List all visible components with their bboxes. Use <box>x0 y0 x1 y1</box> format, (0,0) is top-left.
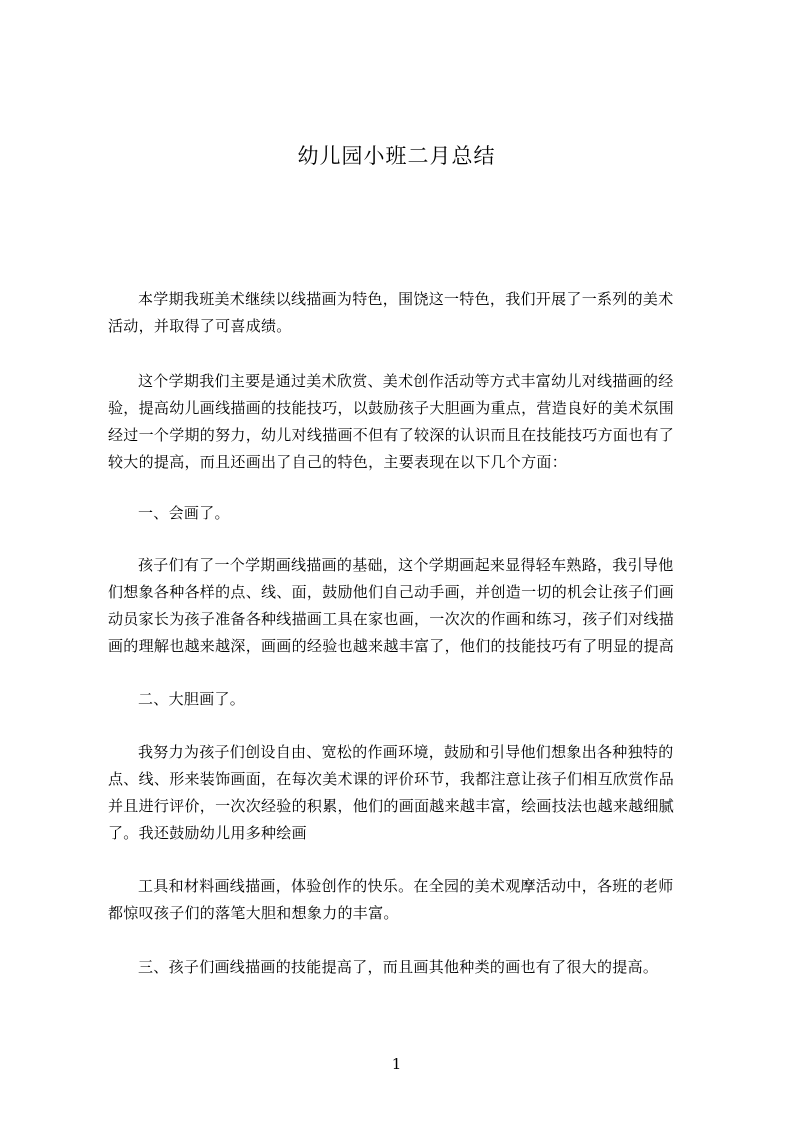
text-line: 动员家长为孩子准备各种线描画工具在家也画，一次次的作画和练习，孩子们对线描 <box>108 610 675 628</box>
text-line: 较大的提高，而且还画出了自己的特色，主要表现在以下几个方面： <box>108 453 568 471</box>
paragraph-overview <box>108 368 703 476</box>
text-line: 并且进行评价，一次次经验的积累，他们的画面越来越丰富，绘画技法也越来越细腻 <box>108 797 675 815</box>
text-line: 画的理解也越来越深，画画的经验也越来越丰富了，他们的技能技巧有了明显的提高 <box>108 637 675 655</box>
text-line: 点、线、形来装饰画面，在每次美术课的评价环节，我都注意让孩子们相互欣赏作品 <box>108 770 675 788</box>
text-line: 这个学期我们主要是通过美术欣赏、美术创作活动等方式丰富幼儿对线描画的经 <box>138 372 674 390</box>
section-heading-2 <box>108 686 703 713</box>
section-heading-3 <box>108 954 703 981</box>
text-line: 三、孩子们画线描画的技能提高了，而且画其他种类的画也有了很大的提高。 <box>138 958 659 976</box>
text-line: 了。我还鼓励幼儿用多种绘画 <box>108 824 307 842</box>
text-line: 孩子们有了一个学期画线描画的基础，这个学期画起来显得轻车熟路，我引导他 <box>138 556 674 574</box>
text-line: 经过一个学期的努力，幼儿对线描画不但有了较深的认识而且在技能技巧方面也有了 <box>108 426 675 444</box>
text-line: 我努力为孩子们创设自由、宽松的作画环境，鼓励和引导他们想象出各种独特的 <box>138 743 674 761</box>
text-line: 工具和材料画线描画，体验创作的快乐。在全园的美术观摩活动中，各班的老师 <box>138 877 674 895</box>
page-number: 1 <box>391 1055 402 1073</box>
document-title: 幼儿园小班二月总结 <box>297 144 496 168</box>
paragraph-intro <box>108 286 703 340</box>
text-line: 都惊叹孩子们的落笔大胆和想象力的丰富。 <box>108 904 399 922</box>
text-line: 验，提高幼儿画线描画的技能技巧，以鼓励孩子大胆画为重点，营造良好的美术氛围 <box>108 399 675 417</box>
text-line: 一、会画了。 <box>138 504 230 522</box>
text-line: 二、大胆画了。 <box>138 690 246 708</box>
paragraph-section-1 <box>108 552 703 660</box>
paragraph-section-2 <box>108 739 703 847</box>
text-line: 本学期我班美术继续以线描画为特色，围饶这一特色，我们开展了一系列的美术 <box>138 290 674 308</box>
paragraph-materials <box>108 873 703 927</box>
section-heading-1 <box>108 500 703 527</box>
text-line: 们想象各种各样的点、线、面，鼓励他们自己动手画，并创造一切的机会让孩子们画 <box>108 583 675 601</box>
text-line: 活动，并取得了可喜成绩。 <box>108 317 292 335</box>
